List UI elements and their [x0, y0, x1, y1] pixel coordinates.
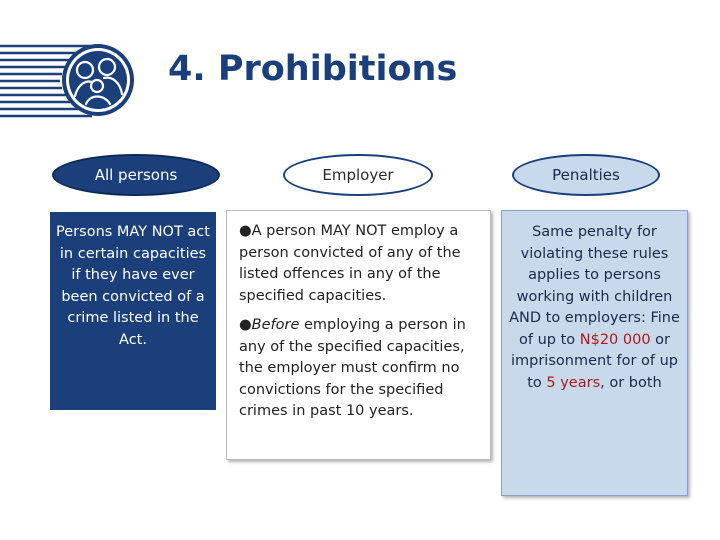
employer-bullet-1	[239, 221, 480, 307]
penalties-text-middle: or imprisonment for of up to	[510, 331, 679, 391]
penalties-text-end: , or both	[600, 374, 662, 391]
penalties-header: Penalties	[512, 154, 660, 196]
bullet-icon: ●	[239, 317, 252, 333]
employer-header: Employer	[283, 154, 433, 196]
page-title: 4. Prohibitions	[168, 49, 458, 89]
all-persons-text: Persons MAY NOT act in certain capacities if they have ever been convicted of a crime listed in the Act.	[56, 224, 210, 348]
all-persons-box	[50, 212, 216, 410]
penalties-text-intro: Same penalty for violating these rules applies to persons working with children AND to employers: Fine of up to	[509, 224, 680, 348]
family-logo-icon	[0, 40, 135, 120]
employer-bullet-2-emphasis: Before	[251, 317, 300, 333]
employer-bullet-2-text: employing a person in any of the specified capacities, the employer must confirm no convictions for the specified crimes in past 10 years.	[239, 317, 466, 419]
penalties-box	[501, 210, 688, 496]
bullet-icon: ●	[239, 223, 252, 239]
employer-bullet-1-text: A person MAY NOT employ a person convicted of any of the listed offences in any of the specified capacities.	[239, 223, 461, 304]
all-persons-header: All persons	[52, 154, 220, 196]
prison-term: 5 years	[546, 374, 601, 391]
employer-box	[226, 210, 491, 460]
employer-bullet-2	[239, 315, 480, 423]
fine-amount: N$20 000	[579, 331, 651, 348]
